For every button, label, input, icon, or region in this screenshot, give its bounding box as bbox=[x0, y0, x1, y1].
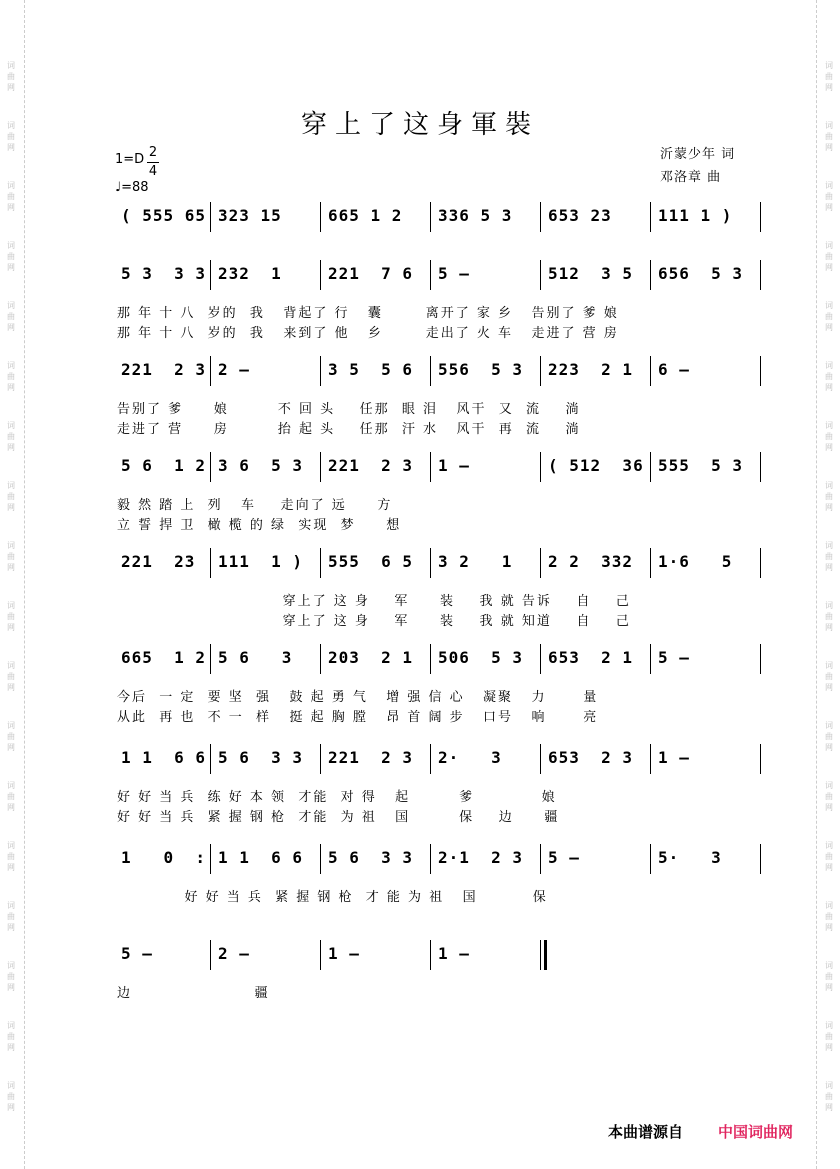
watermark-text: 词 曲 网 bbox=[7, 1081, 15, 1112]
measure-notes: 2 – bbox=[218, 944, 250, 963]
bar-line bbox=[540, 940, 541, 970]
measure-notes: 221 2 3 bbox=[328, 748, 414, 767]
bar-line bbox=[320, 548, 321, 578]
bar-line bbox=[210, 260, 211, 290]
measure-notes: 555 5 3 bbox=[658, 456, 744, 475]
measure-notes: 221 2 3 bbox=[121, 360, 207, 379]
measure-notes: 5 – bbox=[548, 848, 580, 867]
watermark-text: 词 曲 网 bbox=[7, 901, 15, 932]
watermark-text: 词 曲 网 bbox=[7, 601, 15, 632]
footer-site-name: 中国词曲网 bbox=[718, 1123, 794, 1141]
tempo-marking: ♩=88 bbox=[115, 180, 149, 195]
measure-notes: 5 6 3 3 bbox=[218, 748, 304, 767]
bar-line bbox=[760, 644, 761, 674]
measure-notes: 221 2 3 bbox=[328, 456, 414, 475]
lyric-line: 立 誓 捍 卫 橄 榄 的 绿 实现 梦 想 bbox=[117, 518, 402, 533]
bar-line bbox=[210, 452, 211, 482]
bar-line bbox=[430, 452, 431, 482]
measure-notes: 1 – bbox=[658, 748, 690, 767]
measure-notes: 232 1 bbox=[218, 264, 282, 283]
measure-notes: 653 2 3 bbox=[548, 748, 634, 767]
bar-line bbox=[320, 644, 321, 674]
lyric-line: 穿上了 这 身 军 装 我 就 知道 自 己 bbox=[117, 614, 631, 629]
bar-line bbox=[430, 844, 431, 874]
bar-line bbox=[650, 844, 651, 874]
bar-line bbox=[650, 548, 651, 578]
lyric-line: 今后 一 定 要 坚 强 鼓 起 勇 气 增 强 信 心 凝聚 力 量 bbox=[117, 690, 599, 705]
lyric-line: 边 疆 bbox=[117, 986, 270, 1001]
bar-line bbox=[430, 260, 431, 290]
footer-source-label: 本曲谱源自 bbox=[608, 1123, 684, 1141]
watermark-text: 词 曲 网 bbox=[7, 241, 15, 272]
lyric-line: 那 年 十 八 岁的 我 来到了 他 乡 走出了 火 车 走进了 营 房 bbox=[117, 326, 619, 341]
bar-line bbox=[210, 940, 211, 970]
measure-notes: 111 1 ) bbox=[218, 552, 304, 571]
lyric-line: 好 好 当 兵 练 好 本 领 才能 对 得 起 爹 娘 bbox=[117, 790, 557, 805]
lyric-line: 从此 再 也 不 一 样 挺 起 胸 膛 昂 首 阔 步 口号 响 亮 bbox=[117, 710, 599, 725]
watermark-text: 词 曲 网 bbox=[825, 181, 833, 212]
bar-line bbox=[430, 548, 431, 578]
composer-credit: 邓洛章 曲 bbox=[660, 170, 722, 185]
lyric-line: 好 好 当 兵 紧 握 钢 枪 才能 为 祖 国 保 边 疆 bbox=[117, 810, 560, 825]
bar-line bbox=[760, 844, 761, 874]
bar-line bbox=[650, 356, 651, 386]
bar-line bbox=[210, 548, 211, 578]
watermark-text: 词 曲 网 bbox=[7, 781, 15, 812]
measure-notes: 2·1 2 3 bbox=[438, 848, 524, 867]
measure-notes: 5 6 1 2 bbox=[121, 456, 207, 475]
measure-notes: 653 2 1 bbox=[548, 648, 634, 667]
watermark-text: 词 曲 网 bbox=[7, 61, 15, 92]
measure-notes: 512 3 5 bbox=[548, 264, 634, 283]
lyric-line: 穿上了 这 身 军 装 我 就 告诉 自 己 bbox=[117, 594, 631, 609]
bar-line bbox=[544, 940, 547, 970]
measure-notes: 555 6 5 bbox=[328, 552, 414, 571]
measure-notes: 6 – bbox=[658, 360, 690, 379]
key-signature: 1=D bbox=[115, 152, 145, 167]
measure-notes: 506 5 3 bbox=[438, 648, 524, 667]
bar-line bbox=[430, 940, 431, 970]
bar-line bbox=[650, 260, 651, 290]
watermark-text: 词 曲 网 bbox=[7, 361, 15, 392]
measure-notes: 1 0 : bbox=[121, 848, 207, 867]
measure-notes: 2 – bbox=[218, 360, 250, 379]
bar-line bbox=[320, 452, 321, 482]
bar-line bbox=[760, 452, 761, 482]
watermark-text: 词 曲 网 bbox=[7, 121, 15, 152]
bar-line bbox=[320, 940, 321, 970]
bar-line bbox=[760, 548, 761, 578]
measure-notes: 221 23 bbox=[121, 552, 196, 571]
watermark-text: 词 曲 网 bbox=[825, 61, 833, 92]
left-margin-line bbox=[24, 0, 25, 1169]
bar-line bbox=[540, 744, 541, 774]
measure-notes: 1 1 6 6 bbox=[218, 848, 304, 867]
bar-line bbox=[320, 202, 321, 232]
measure-notes: 3 2 1 bbox=[438, 552, 513, 571]
measure-notes: 556 5 3 bbox=[438, 360, 524, 379]
bar-line bbox=[320, 744, 321, 774]
bar-line bbox=[210, 202, 211, 232]
measure-notes: 5 – bbox=[438, 264, 470, 283]
watermark-text: 词 曲 网 bbox=[7, 541, 15, 572]
watermark-text: 词 曲 网 bbox=[7, 841, 15, 872]
lyric-line: 走进了 营 房 抬 起 头 任那 汗 水 风干 再 流 淌 bbox=[117, 422, 581, 437]
watermark-text: 词 曲 网 bbox=[7, 661, 15, 692]
bar-line bbox=[540, 644, 541, 674]
watermark-text: 词 曲 网 bbox=[7, 961, 15, 992]
time-signature-line bbox=[147, 162, 159, 163]
bar-line bbox=[430, 744, 431, 774]
lyric-line: 好 好 当 兵 紧 握 钢 枪 才 能 为 祖 国 保 bbox=[117, 890, 548, 905]
measure-notes: ( 512 36 bbox=[548, 456, 644, 475]
watermark-text: 词 曲 网 bbox=[825, 961, 833, 992]
bar-line bbox=[210, 844, 211, 874]
watermark-text: 词 曲 网 bbox=[825, 1081, 833, 1112]
watermark-text: 词 曲 网 bbox=[7, 301, 15, 332]
watermark-text: 词 曲 网 bbox=[825, 121, 833, 152]
bar-line bbox=[430, 202, 431, 232]
bar-line bbox=[540, 202, 541, 232]
bar-line bbox=[650, 644, 651, 674]
measure-notes: 2 2 332 bbox=[548, 552, 634, 571]
measure-notes: 5· 3 bbox=[658, 848, 722, 867]
measure-notes: 223 2 1 bbox=[548, 360, 634, 379]
measure-notes: 2· 3 bbox=[438, 748, 502, 767]
lyric-line: 那 年 十 八 岁的 我 背起了 行 囊 离开了 家 乡 告别了 爹 娘 bbox=[117, 306, 619, 321]
watermark-text: 词 曲 网 bbox=[825, 541, 833, 572]
bar-line bbox=[760, 260, 761, 290]
bar-line bbox=[320, 260, 321, 290]
bar-line bbox=[650, 202, 651, 232]
measure-notes: ( 555 65 bbox=[121, 206, 207, 225]
measure-notes: 3 5 5 6 bbox=[328, 360, 414, 379]
bar-line bbox=[210, 644, 211, 674]
watermark-text: 词 曲 网 bbox=[7, 421, 15, 452]
bar-line bbox=[320, 356, 321, 386]
bar-line bbox=[540, 260, 541, 290]
measure-notes: 221 7 6 bbox=[328, 264, 414, 283]
watermark-text: 词 曲 网 bbox=[825, 421, 833, 452]
bar-line bbox=[760, 744, 761, 774]
measure-notes: 111 1 ) bbox=[658, 206, 733, 225]
measure-notes: 1·6 5 bbox=[658, 552, 733, 571]
measure-notes: 656 5 3 bbox=[658, 264, 744, 283]
measure-notes: 5 – bbox=[121, 944, 153, 963]
measure-notes: 1 1 6 6 bbox=[121, 748, 207, 767]
measure-notes: 5 6 3 3 bbox=[328, 848, 414, 867]
bar-line bbox=[540, 844, 541, 874]
watermark-text: 词 曲 网 bbox=[7, 181, 15, 212]
bar-line bbox=[760, 202, 761, 232]
watermark-text: 词 曲 网 bbox=[825, 601, 833, 632]
measure-notes: 5 3 3 3 bbox=[121, 264, 207, 283]
watermark-text: 词 曲 网 bbox=[825, 841, 833, 872]
watermark-text: 词 曲 网 bbox=[825, 901, 833, 932]
bar-line bbox=[650, 744, 651, 774]
measure-notes: 1 – bbox=[328, 944, 360, 963]
time-signature-top: 2 bbox=[148, 145, 158, 160]
watermark-text: 词 曲 网 bbox=[825, 241, 833, 272]
measure-notes: 5 – bbox=[658, 648, 690, 667]
bar-line bbox=[540, 356, 541, 386]
watermark-text: 词 曲 网 bbox=[7, 721, 15, 752]
measure-notes: 3 6 5 3 bbox=[218, 456, 304, 475]
watermark-text: 词 曲 网 bbox=[825, 1021, 833, 1052]
time-signature-bottom: 4 bbox=[148, 164, 158, 179]
watermark-text: 词 曲 网 bbox=[7, 481, 15, 512]
watermark-text: 词 曲 网 bbox=[825, 301, 833, 332]
watermark-text: 词 曲 网 bbox=[825, 361, 833, 392]
lyric-line: 毅 然 踏 上 列 车 走向了 远 方 bbox=[117, 498, 393, 513]
measure-notes: 653 23 bbox=[548, 206, 612, 225]
lyricist-credit: 沂蒙少年 词 bbox=[660, 147, 736, 162]
bar-line bbox=[650, 452, 651, 482]
bar-line bbox=[540, 452, 541, 482]
watermark-text: 词 曲 网 bbox=[825, 721, 833, 752]
watermark-text: 词 曲 网 bbox=[825, 781, 833, 812]
bar-line bbox=[540, 548, 541, 578]
song-title: 穿上了这身軍裝 bbox=[300, 110, 539, 140]
measure-notes: 665 1 2 bbox=[121, 648, 207, 667]
measure-notes: 1 – bbox=[438, 456, 470, 475]
bar-line bbox=[430, 356, 431, 386]
watermark-text: 词 曲 网 bbox=[7, 1021, 15, 1052]
measure-notes: 665 1 2 bbox=[328, 206, 403, 225]
bar-line bbox=[210, 744, 211, 774]
lyric-line: 告别了 爹 娘 不 回 头 任那 眼 泪 风干 又 流 淌 bbox=[117, 402, 581, 417]
measure-notes: 1 – bbox=[438, 944, 470, 963]
bar-line bbox=[760, 356, 761, 386]
measure-notes: 336 5 3 bbox=[438, 206, 513, 225]
bar-line bbox=[430, 644, 431, 674]
right-margin-line bbox=[816, 0, 817, 1169]
bar-line bbox=[210, 356, 211, 386]
watermark-text: 词 曲 网 bbox=[825, 481, 833, 512]
measure-notes: 323 15 bbox=[218, 206, 282, 225]
watermark-text: 词 曲 网 bbox=[825, 661, 833, 692]
measure-notes: 203 2 1 bbox=[328, 648, 414, 667]
measure-notes: 5 6 3 bbox=[218, 648, 293, 667]
bar-line bbox=[320, 844, 321, 874]
